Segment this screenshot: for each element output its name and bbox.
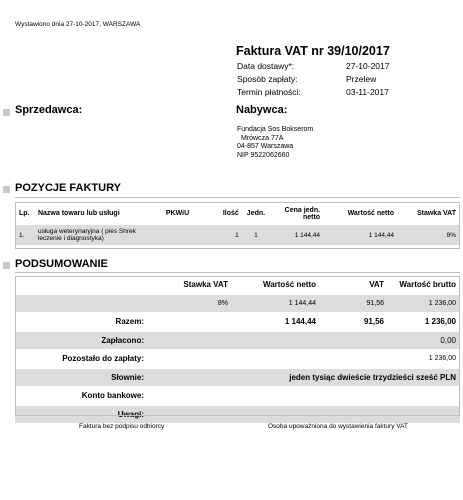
items-table	[15, 202, 460, 245]
summary-col-net: Wartość netto	[232, 276, 320, 294]
payment-due-value: 03-11-2017	[346, 87, 389, 97]
seller-heading: Sprzedawca:	[15, 104, 83, 116]
invoice-title: Faktura VAT nr 39/10/2017	[236, 44, 390, 58]
payment-method-value: Przelew	[346, 74, 377, 84]
buyer-line: NIP 9522062660	[237, 151, 290, 159]
payment-due-row	[237, 86, 389, 99]
col-pkwiu: PKWiU	[165, 210, 190, 217]
payment-due-label: Termin płatności:	[237, 87, 301, 97]
item-name: usługa weterynaryjna ( pies Shrek leczenie i diagnostyka)	[34, 225, 162, 245]
item-pkwiu	[162, 225, 217, 245]
item-lp: 1.	[15, 225, 34, 245]
notes-value	[148, 405, 460, 424]
col-qty: Ilość	[222, 210, 239, 217]
items-marker	[3, 186, 10, 193]
issue-date-place: Wystawiono dnia 27-10-2017, WARSZAWA	[15, 21, 141, 28]
summary-rate: 8%	[148, 294, 232, 313]
summary-table	[15, 276, 460, 424]
summary-rate-net: 1 144,44	[232, 294, 320, 313]
account-label: Konto bankowe:	[15, 387, 148, 406]
paid-value: 0,00	[148, 331, 460, 350]
summary-rate-vat: 91,56	[320, 294, 388, 313]
seller-marker	[3, 109, 10, 116]
col-lp: Lp.	[19, 210, 30, 217]
delivery-date-row	[237, 60, 389, 73]
buyer-line: Mrówcza 77A	[241, 134, 284, 142]
summary-col-gross: Wartość brutto	[388, 276, 460, 294]
footer-right: Osoba upoważniona do wystawienia faktury VAT	[268, 423, 408, 430]
notes-row	[15, 405, 460, 424]
remaining-label: Pozostało do zapłaty:	[15, 350, 148, 369]
invoice-fields	[237, 60, 389, 99]
col-vat-rate: Stawka VAT	[416, 210, 456, 217]
remaining-row	[15, 350, 460, 369]
buyer-address	[237, 126, 313, 160]
paid-row	[15, 331, 460, 350]
summary-col-vat: VAT	[320, 276, 388, 294]
table-row	[15, 225, 460, 245]
item-net-price: 1 144,44	[269, 225, 324, 245]
col-name: Nazwa towaru lub usługi	[37, 210, 120, 217]
payment-method-label: Sposób zapłaty:	[237, 74, 298, 84]
items-heading: POZYCJE FAKTURY	[15, 182, 121, 194]
account-row	[15, 387, 460, 406]
payment-method-row	[237, 73, 389, 86]
words-value: jeden tysiąc dwieście trzydzieści sześć PLN	[148, 368, 460, 387]
remaining-value: 1 236,00	[148, 350, 460, 369]
total-vat: 91,56	[320, 313, 388, 332]
col-net-price: Cena jedn. netto	[284, 206, 321, 221]
total-label: Razem:	[15, 313, 148, 332]
item-vat-rate: 8%	[398, 225, 460, 245]
account-value	[148, 387, 460, 406]
summary-rate-gross: 1 236,00	[388, 294, 460, 313]
items-divider	[15, 197, 460, 198]
total-net: 1 144,44	[232, 313, 320, 332]
summary-rate-row	[15, 294, 460, 313]
item-unit: 1	[243, 225, 269, 245]
summary-col-rate: Stawka VAT	[148, 276, 232, 294]
buyer-line: Fundacja Sos Bokserom	[237, 126, 314, 133]
paid-label: Zapłacono:	[15, 331, 148, 350]
item-net-value: 1 144,44	[324, 225, 398, 245]
items-header-row	[15, 202, 460, 225]
col-unit: Jedn.	[246, 210, 266, 217]
total-gross: 1 236,00	[388, 313, 460, 332]
item-qty: 1	[217, 225, 243, 245]
col-net-value: Wartość netto	[347, 210, 394, 217]
summary-header-row	[15, 276, 460, 294]
notes-label: Uwagi:	[15, 405, 148, 424]
summary-marker	[3, 262, 10, 269]
summary-divider	[15, 272, 460, 273]
buyer-line: 04-857 Warszawa	[237, 143, 294, 150]
delivery-date-label: Data dostawy*:	[237, 61, 295, 71]
delivery-date-value: 27-10-2017	[346, 61, 390, 71]
buyer-heading: Nabywca:	[236, 104, 288, 116]
words-label: Słownie:	[15, 368, 148, 387]
summary-total-row	[15, 313, 460, 332]
words-row	[15, 368, 460, 387]
footer-left: Faktura bez podpisu odbiorcy	[79, 423, 165, 430]
summary-heading: PODSUMOWANIE	[15, 258, 108, 270]
